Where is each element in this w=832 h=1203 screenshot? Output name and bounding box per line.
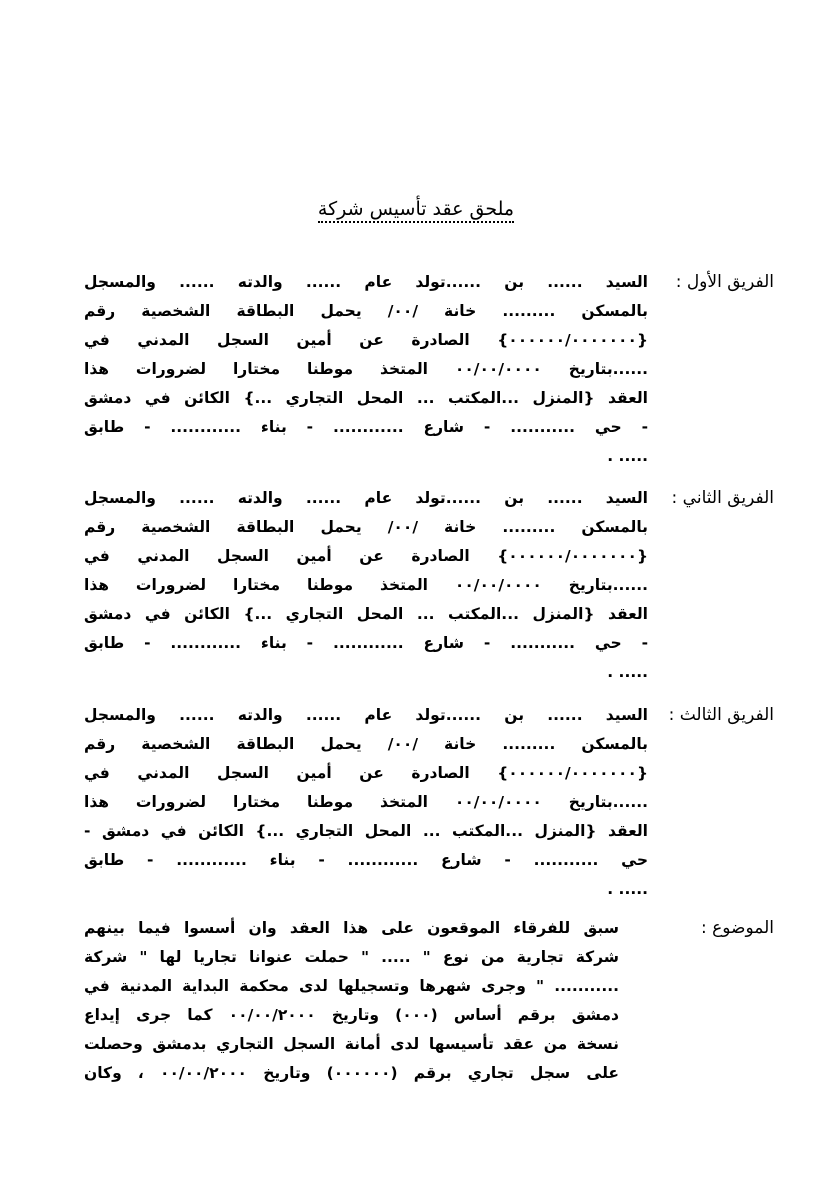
text-line: نسخة من عقد تأسيسها لدى أمانة السجل التجاري بدمشق وحصلت — [84, 1035, 619, 1053]
party-one-text — [84, 268, 648, 471]
party-two-text — [84, 484, 648, 687]
text-line: {٠٠٠٠٠٠/٠٠٠٠٠٠٠} الصادرة عن أمين السجل المدني في — [84, 547, 648, 565]
document-title: ملحق عقد تأسيس شركة — [0, 193, 832, 225]
text-line: دمشق برقم أساس (٠٠٠) وتاريخ ٠٠/٠٠/٢٠٠٠ كما جرى إيداع — [84, 1006, 619, 1024]
text-line: العقد {المنزل ...المكتب ... المحل التجاري ...} الكائن في دمشق - — [84, 822, 648, 840]
text-line: ........... " وجرى شهرها وتسجيلها لدى محكمة البداية المدنية في — [84, 977, 619, 995]
text-line: ..... . — [607, 447, 648, 465]
party-one-section — [84, 268, 774, 471]
text-line: العقد {المنزل ...المكتب ... المحل التجاري ...} الكائن في دمشق — [84, 389, 648, 407]
text-line: ......بتاريخ ٠٠/٠٠/٠٠٠٠ المتخذ موطنا مختارا لضرورات هذا — [84, 576, 648, 594]
text-line: حي ........... - شارع ............ - بناء ............ - طابق — [84, 851, 648, 869]
subject-text — [84, 914, 619, 1088]
text-line: ..... . — [607, 663, 648, 681]
text-line: على سجل تجاري برقم (٠٠٠٠٠٠) وتاريخ ٠٠/٠٠/٢٠٠٠ ، وكان — [84, 1064, 619, 1082]
text-line: بالمسكن ......... خانة /٠٠/ يحمل البطاقة الشخصية رقم — [84, 735, 648, 753]
text-line: بالمسكن ......... خانة /٠٠/ يحمل البطاقة الشخصية رقم — [84, 518, 648, 536]
text-line: السيد ...... بن ......تولد عام ...... والدته ...... والمسجل — [84, 273, 648, 291]
text-line: سبق للفرقاء الموقعون على هذا العقد وان أسسوا فيما بينهم — [84, 919, 619, 937]
text-line: العقد {المنزل ...المكتب ... المحل التجاري ...} الكائن في دمشق — [84, 605, 648, 623]
text-line: ......بتاريخ ٠٠/٠٠/٠٠٠٠ المتخذ موطنا مختارا لضرورات هذا — [84, 360, 648, 378]
party-two-label: الفريق الثاني : — [671, 488, 774, 508]
party-three-label: الفريق الثالث : — [668, 705, 774, 725]
text-line: ......بتاريخ ٠٠/٠٠/٠٠٠٠ المتخذ موطنا مختارا لضرورات هذا — [84, 793, 648, 811]
party-three-section — [84, 701, 774, 904]
text-line: بالمسكن ......... خانة /٠٠/ يحمل البطاقة الشخصية رقم — [84, 302, 648, 320]
text-line: {٠٠٠٠٠٠/٠٠٠٠٠٠٠} الصادرة عن أمين السجل المدني في — [84, 331, 648, 349]
text-line: شركة تجارية من نوع " ..... " حملت عنوانا تجاريا لها " شركة — [84, 948, 619, 966]
party-three-text — [84, 701, 648, 904]
subject-label: الموضوع : — [700, 918, 774, 938]
text-line: - حي ........... - شارع ............ - بناء ............ - طابق — [84, 418, 648, 436]
text-line: السيد ...... بن ......تولد عام ...... والدته ...... والمسجل — [84, 706, 648, 724]
text-line: السيد ...... بن ......تولد عام ...... والدته ...... والمسجل — [84, 489, 648, 507]
text-line: - حي ........... - شارع ............ - بناء ............ - طابق — [84, 634, 648, 652]
text-line: ..... . — [607, 880, 648, 898]
text-line: {٠٠٠٠٠٠/٠٠٠٠٠٠٠} الصادرة عن أمين السجل المدني في — [84, 764, 648, 782]
party-one-label: الفريق الأول : — [675, 272, 774, 292]
subject-section — [84, 914, 774, 1088]
party-two-section — [84, 484, 774, 687]
